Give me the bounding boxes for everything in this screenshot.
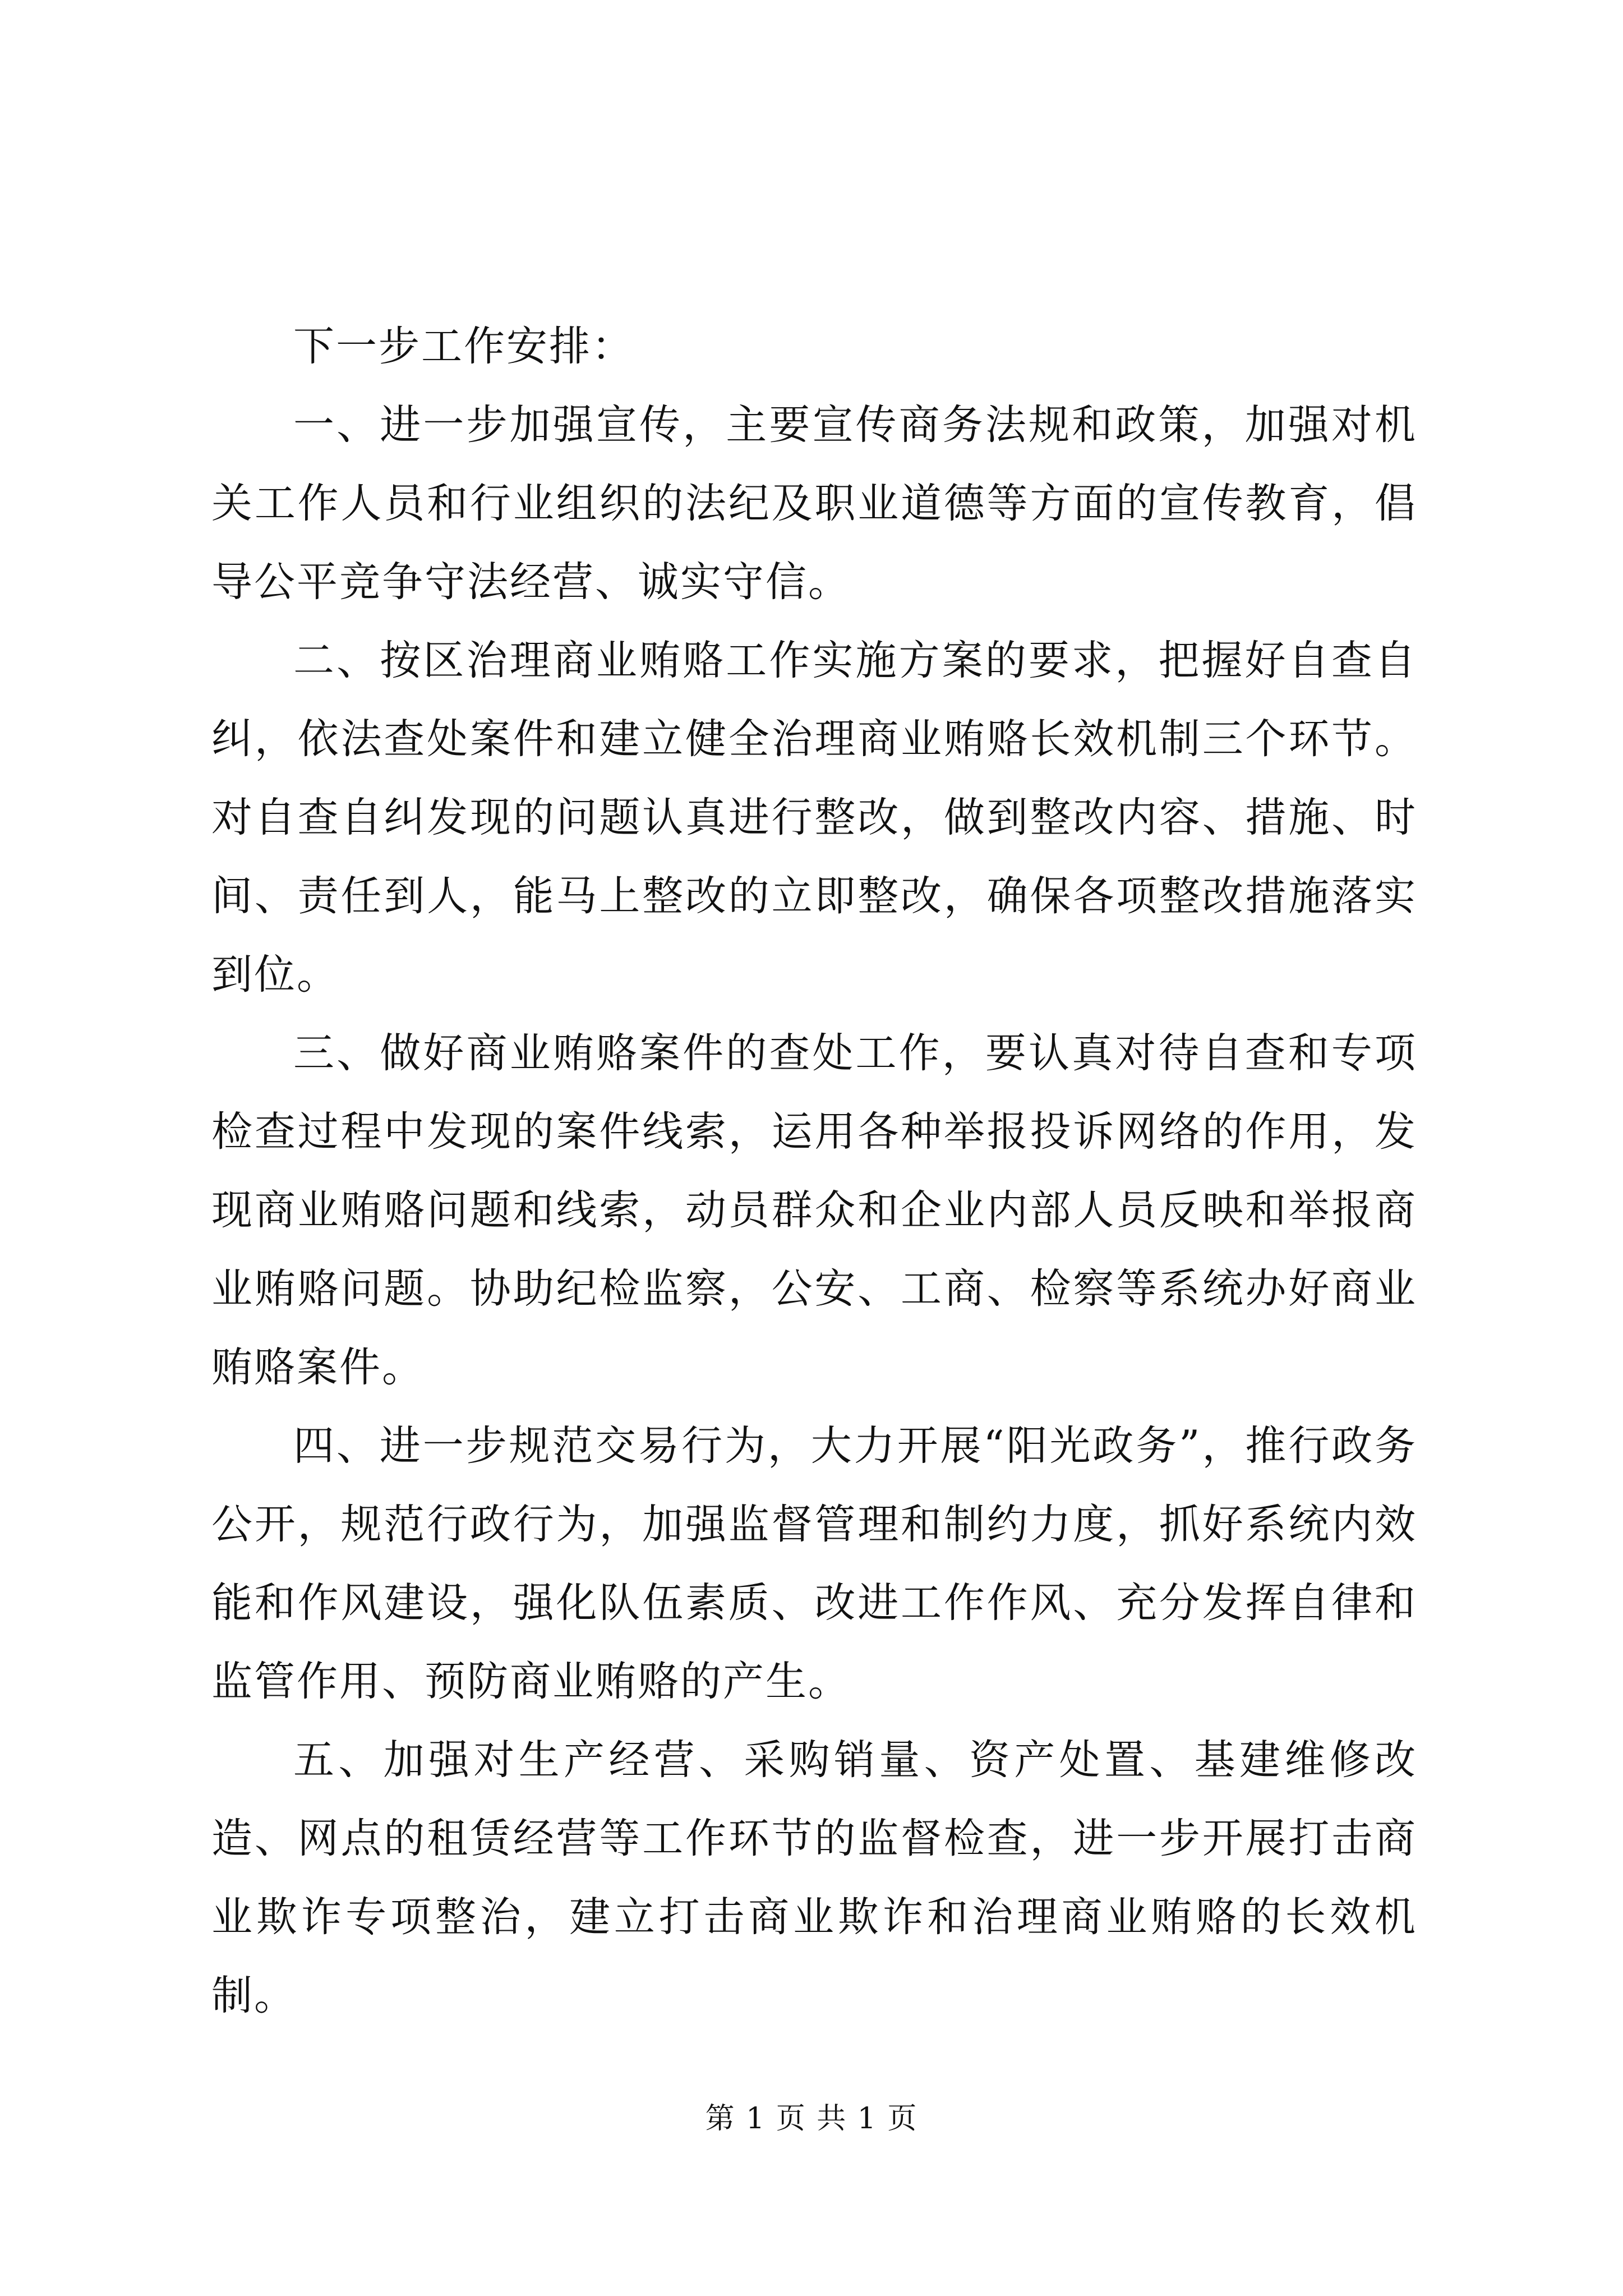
paragraph-item-1: 一、进一步加强宣传，主要宣传商务法规和政策，加强对机关工作人员和行业组织的法纪及职业道德等方面的宣传教育，倡导公平竞争守法经营、诚实守信。 (211, 401, 1417, 606)
paragraph-item-5: 五、加强对生产经营、采购销量、资产处置、基建维修改造、网点的租赁经营等工作环节的监督检查，进一步开展打击商业欺诈专项整治，建立打击商业欺诈和治理商业贿赂的长效机制。 (211, 1736, 1417, 2019)
paragraph-item-3: 三、做好商业贿赂案件的查处工作，要认真对待自查和专项检查过程中发现的案件线索，运用各种举报投诉网络的作用，发现商业贿赂问题和线索，动员群众和企业内部人员反映和举报商业贿赂问题。协助纪检监察，公安、工商、检察等系统办好商业贿赂案件。 (211, 1029, 1417, 1391)
paragraph-heading: 下一步工作安排： (293, 323, 634, 370)
paragraph-item-4: 四、进一步规范交易行为，大力开展“阳光政务”，推行政务公开，规范行政行为，加强监督管理和制约力度，抓好系统内效能和作风建设，强化队伍素质、改进工作作风、充分发挥自律和监管作用、预防商业贿赂的产生。 (211, 1422, 1417, 1705)
page-number-footer: 第 1 页 共 1 页 (705, 2102, 918, 2136)
document-body (211, 307, 1417, 2035)
paragraph-item-2: 二、按区治理商业贿赂工作实施方案的要求，把握好自查自纠，依法查处案件和建立健全治理商业贿赂长效机制三个环节。对自查自纠发现的问题认真进行整改，做到整改内容、措施、时间、责任到人，能马上整改的立即整改，确保各项整改措施落实到位。 (211, 637, 1417, 999)
